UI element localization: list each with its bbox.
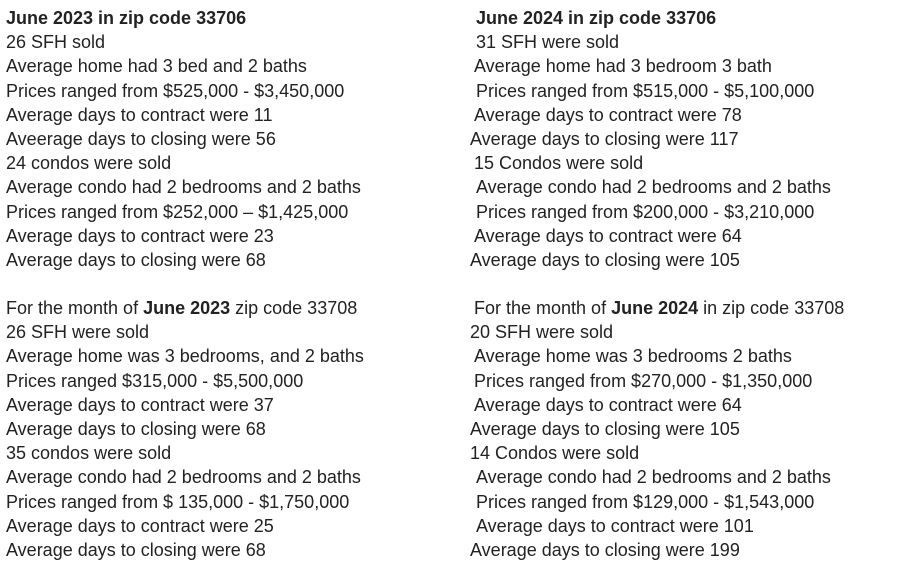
- left-column: [6, 6, 456, 562]
- sfh-days-to-closing: Aveerage days to closing were 56: [6, 128, 276, 149]
- june-2024-33706-section: [470, 6, 908, 272]
- condo-days-to-contract: Average days to contract were 23: [6, 225, 274, 246]
- section-heading: [470, 296, 908, 320]
- condo-days-to-closing: Average days to closing were 68: [6, 539, 266, 560]
- section-heading: June 2024 in zip code 33706: [476, 8, 717, 28]
- sfh-days-to-contract: Average days to contract were 64: [474, 394, 742, 415]
- condo-days-to-contract: Average days to contract were 25: [6, 515, 274, 536]
- sfh-days-to-contract: Average days to contract were 78: [474, 104, 742, 125]
- condos-sold-count: 14 Condos were sold: [470, 443, 640, 464]
- sfh-days-to-closing: Average days to closing were 105: [470, 419, 740, 439]
- june-2023-33708-section: [6, 296, 456, 562]
- heading-suffix: in zip code 33708: [698, 298, 845, 319]
- condo-days-to-closing: Average days to closing were 68: [6, 249, 266, 270]
- average-home-size: Average home was 3 bedrooms 2 baths: [474, 346, 792, 367]
- average-home-size: Average home had 3 bed and 2 baths: [6, 56, 307, 77]
- sfh-price-range: Prices ranged from $270,000 - $1,350,000: [474, 370, 813, 391]
- condos-sold-count: 35 condos were sold: [6, 443, 172, 464]
- sfh-sold-count: 31 SFH were sold: [476, 32, 620, 53]
- heading-prefix: For the month of: [6, 298, 144, 319]
- condo-price-range: Prices ranged from $129,000 - $1,543,000: [476, 491, 815, 512]
- june-2023-33706-section: [6, 6, 456, 272]
- condo-days-to-closing: Average days to closing were 105: [470, 249, 740, 270]
- sfh-sold-count: 20 SFH were sold: [470, 322, 614, 343]
- sfh-price-range: Prices ranged from $515,000 - $5,100,000: [476, 80, 815, 101]
- condo-price-range: Prices ranged from $252,000 – $1,425,000: [6, 201, 349, 222]
- section-heading: June 2023 in zip code 33706: [6, 8, 247, 28]
- sfh-days-to-contract: Average days to contract were 11: [6, 104, 273, 125]
- sfh-days-to-contract: Average days to contract were 37: [6, 394, 274, 415]
- heading-period: June 2023: [143, 298, 231, 319]
- condos-sold-count: 15 Condos were sold: [474, 153, 644, 174]
- heading-period: June 2024: [611, 298, 699, 319]
- section-heading: [6, 296, 456, 320]
- condo-price-range: Prices ranged from $200,000 - $3,210,000: [476, 201, 815, 222]
- average-condo-size: Average condo had 2 bedrooms and 2 baths: [6, 177, 361, 198]
- condo-days-to-contract: Average days to contract were 64: [474, 225, 742, 246]
- condo-price-range: Prices ranged from $ 135,000 - $1,750,000: [6, 491, 350, 512]
- average-condo-size: Average condo had 2 bedrooms and 2 baths: [6, 467, 361, 488]
- june-2024-33708-section: [470, 296, 908, 562]
- heading-prefix: For the month of: [474, 298, 612, 319]
- sfh-price-range: Prices ranged $315,000 - $5,500,000: [6, 370, 304, 391]
- condo-days-to-contract: Average days to contract were 101: [476, 515, 754, 536]
- sfh-days-to-closing: Average days to closing were 68: [6, 419, 266, 439]
- average-condo-size: Average condo had 2 bedrooms and 2 baths: [476, 177, 831, 198]
- condos-sold-count: 24 condos were sold: [6, 153, 172, 174]
- average-condo-size: Average condo had 2 bedrooms and 2 baths: [476, 467, 831, 488]
- average-home-size: Average home was 3 bedrooms, and 2 baths: [6, 346, 364, 367]
- sfh-sold-count: 26 SFH were sold: [6, 322, 150, 343]
- sfh-sold-count: 26 SFH sold: [6, 32, 106, 53]
- condo-days-to-closing: Average days to closing were 199: [470, 539, 740, 560]
- sfh-price-range: Prices ranged from $525,000 - $3,450,000: [6, 80, 345, 101]
- average-home-size: Average home had 3 bedroom 3 bath: [474, 56, 772, 77]
- heading-suffix: zip code 33708: [230, 298, 358, 319]
- right-column: [470, 6, 908, 562]
- sfh-days-to-closing: Average days to closing were 117: [470, 128, 739, 149]
